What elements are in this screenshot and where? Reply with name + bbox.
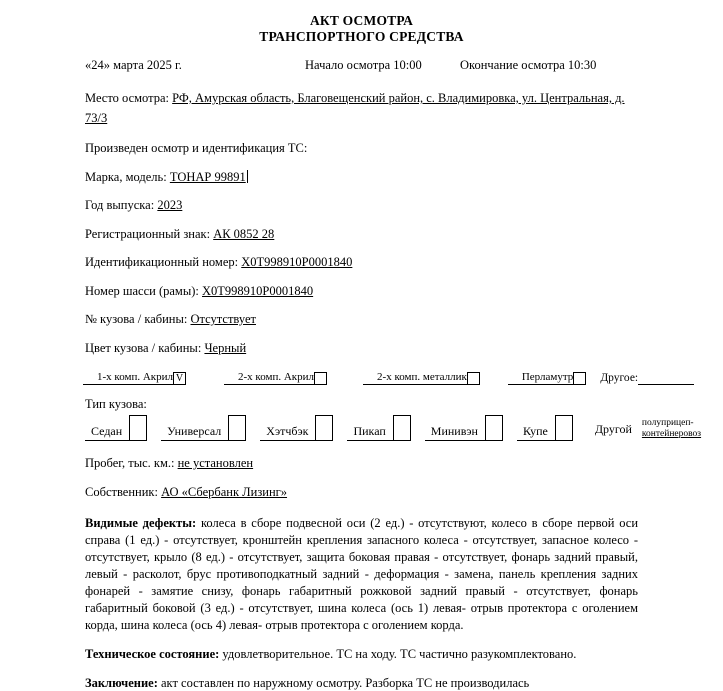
body-type-other-value-line2: контейнеровоз xyxy=(642,429,701,440)
checkbox-body-pickup[interactable] xyxy=(393,415,411,441)
paint-type-row xyxy=(83,371,708,385)
body-type-other-label: Другой xyxy=(595,422,632,437)
field-reg-plate-label: Регистрационный знак: xyxy=(85,227,210,241)
field-location xyxy=(85,88,638,128)
paint-other-blank-line[interactable] xyxy=(638,371,694,385)
body-type-row xyxy=(85,415,663,441)
field-mileage xyxy=(85,456,638,472)
field-brand xyxy=(85,170,638,186)
body-type-option-wagon xyxy=(161,415,246,441)
body-type-option-minivan xyxy=(425,415,503,441)
field-brand-label: Марка, модель: xyxy=(85,170,167,184)
paint-option-acryl-2k xyxy=(224,371,327,385)
checkbox-paint-acryl-1k[interactable] xyxy=(173,372,186,385)
body-type-other-value-line1: полуприцеп- xyxy=(642,418,701,429)
body-type-option-coupe xyxy=(517,415,573,441)
intro-text: Произведен осмотр и идентификация ТС: xyxy=(85,141,307,155)
paint-option-metallic-2k xyxy=(363,371,480,385)
checkbox-body-wagon[interactable] xyxy=(228,415,246,441)
field-chassis-value: X0T998910P0001840 xyxy=(202,284,313,298)
inspection-start-time: Начало осмотра 10:00 xyxy=(305,58,460,73)
field-year-value: 2023 xyxy=(157,198,182,212)
text-cursor xyxy=(247,170,249,183)
field-chassis xyxy=(85,284,638,300)
paint-option-metallic-2k-label: 2-х комп. металлик xyxy=(377,371,467,384)
field-vin xyxy=(85,255,638,271)
inspection-date: «24» марта 2025 г. xyxy=(85,58,305,73)
field-brand-value[interactable]: ТОНАР 99891 xyxy=(170,170,246,184)
body-type-option-hatchback xyxy=(260,415,333,441)
field-mileage-value: не установлен xyxy=(178,456,253,470)
body-type-other-value xyxy=(642,418,701,440)
body-type-option-sedan-label: Седан xyxy=(91,424,122,438)
checkmark: V xyxy=(176,374,183,384)
paint-option-acryl-1k-label: 1-х комп. Акрил xyxy=(97,371,173,384)
body-type-option-hatchback-label: Хэтчбэк xyxy=(266,424,308,438)
checkbox-body-sedan[interactable] xyxy=(129,415,147,441)
field-chassis-label: Номер шасси (рамы): xyxy=(85,284,199,298)
section-defects-label: Видимые дефекты: xyxy=(85,516,196,530)
paint-option-acryl-2k-label: 2-х комп. Акрил xyxy=(238,371,314,384)
field-owner-label: Собственник: xyxy=(85,485,158,499)
intro-line xyxy=(85,141,638,157)
section-conclusion-label: Заключение: xyxy=(85,676,158,690)
section-defects-text: колеса в сборе подвесной оси (2 ед.) - отсутствуют, колесо в сборе первой оси справа (1 ед.) - отсутствует, кронштейн крепления запасного колеса - отсутствует, запасное колесо - отсутствует, крыло (8 ед.) - отсутствует, защита боковая правая - отсутствует, фонарь задний правый, левый - расколот, брус противоподкатный задний - деформация - замена, панель крепления задних фонарей - замятие снизу, фонарь габаритный рожковой задний правый - отсутствует, фонарь габаритный боковой (3 ед.) - отсутствует, шина колеса (ось 1) левая- отрыв протектора с оголением корда, шина колеса (ось 4) левая- отрыв протектора с оголением корда. xyxy=(85,516,638,632)
checkbox-body-hatchback[interactable] xyxy=(315,415,333,441)
section-defects xyxy=(85,515,638,634)
field-body-color-label: Цвет кузова / кабины: xyxy=(85,341,201,355)
document-title xyxy=(85,13,638,45)
field-owner-value: АО «Сбербанк Лизинг» xyxy=(161,485,287,499)
paint-option-pearl-label: Перламутр xyxy=(522,371,573,384)
section-conclusion-text: акт составлен по наружному осмотру. Разборка ТС не производилась xyxy=(161,676,529,690)
paint-option-other xyxy=(600,371,708,385)
checkbox-paint-metallic-2k[interactable] xyxy=(467,372,480,385)
body-type-option-pickup xyxy=(347,415,410,441)
body-type-option-sedan xyxy=(85,415,147,441)
title-line-1: АКТ ОСМОТРА xyxy=(85,13,638,29)
field-vin-value: X0T998910P0001840 xyxy=(241,255,352,269)
checkbox-paint-pearl[interactable] xyxy=(573,372,586,385)
body-type-label: Тип кузова: xyxy=(85,397,638,412)
field-year-label: Год выпуска: xyxy=(85,198,154,212)
checkbox-paint-acryl-2k[interactable] xyxy=(314,372,327,385)
paint-option-pearl xyxy=(508,371,586,385)
field-body-color xyxy=(85,341,638,357)
field-location-value: РФ, Амурская область, Благовещенский район, с. Владимировка, ул. Центральная, д. 73/3 xyxy=(85,91,625,125)
body-type-option-coupe-label: Купе xyxy=(523,424,548,438)
field-owner xyxy=(85,485,638,501)
field-location-label: Место осмотра: xyxy=(85,91,169,105)
section-condition-label: Техническое состояние: xyxy=(85,647,219,661)
section-conclusion xyxy=(85,676,638,691)
checkbox-body-coupe[interactable] xyxy=(555,415,573,441)
inspection-date-row xyxy=(85,58,638,73)
paint-option-acryl-1k xyxy=(83,371,186,385)
body-type-option-wagon-label: Универсал xyxy=(167,424,221,438)
field-mileage-label: Пробег, тыс. км.: xyxy=(85,456,174,470)
title-line-2: ТРАНСПОРТНОГО СРЕДСТВА xyxy=(85,29,638,45)
paint-option-other-label: Другое: xyxy=(600,372,638,385)
field-body-number-label: № кузова / кабины: xyxy=(85,312,187,326)
field-reg-plate-value: АК 0852 28 xyxy=(213,227,274,241)
field-body-number xyxy=(85,312,638,328)
section-condition-text: удовлетворительное. ТС на ходу. ТС частично разукомплектовано. xyxy=(222,647,576,661)
field-reg-plate xyxy=(85,227,638,243)
section-condition xyxy=(85,647,638,663)
body-type-option-pickup-label: Пикап xyxy=(353,424,385,438)
inspection-end-time: Окончание осмотра 10:30 xyxy=(460,58,596,73)
checkbox-body-minivan[interactable] xyxy=(485,415,503,441)
field-body-number-value: Отсутствует xyxy=(191,312,256,326)
field-vin-label: Идентификационный номер: xyxy=(85,255,238,269)
field-body-color-value: Черный xyxy=(204,341,246,355)
body-type-option-minivan-label: Минивэн xyxy=(431,424,478,438)
field-year xyxy=(85,198,638,214)
